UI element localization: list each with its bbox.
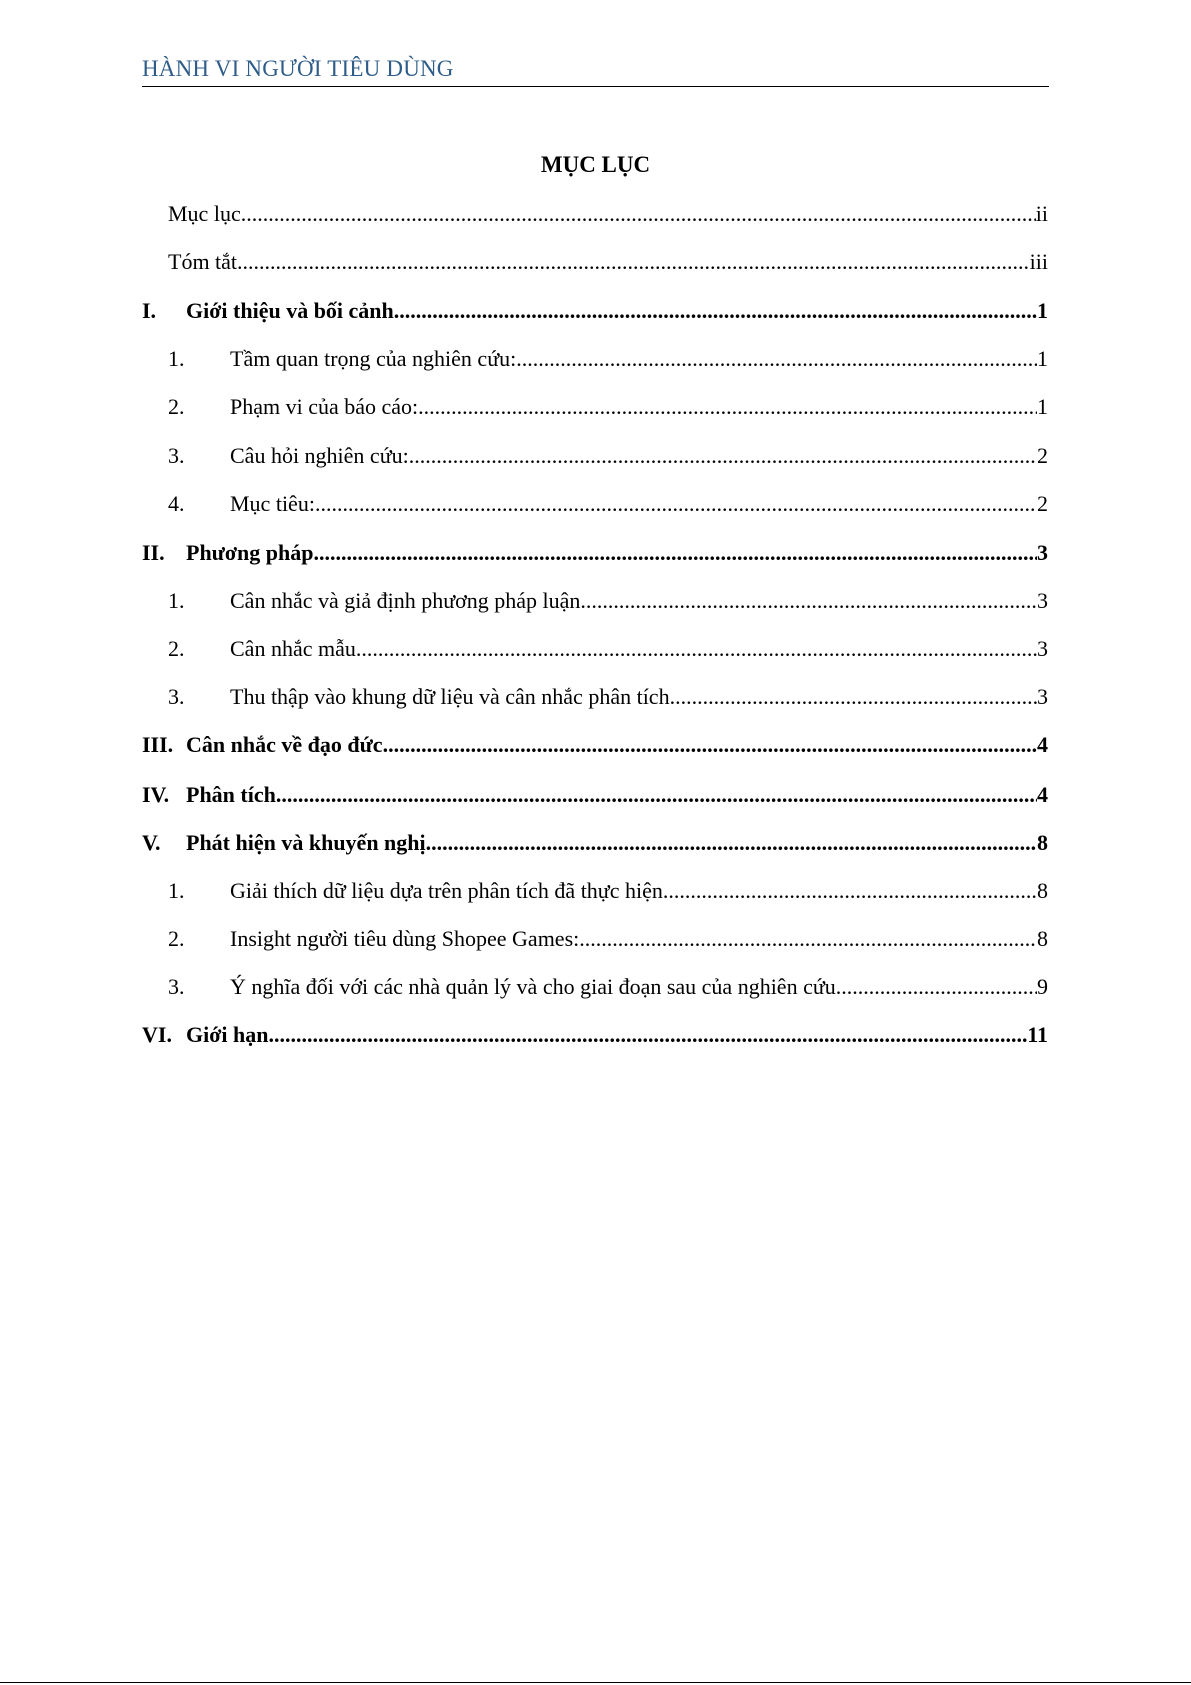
toc-entry-page: 1	[1037, 394, 1048, 419]
toc-entry-section-4[interactable]	[142, 780, 1048, 810]
toc-entry-page: ii	[1035, 201, 1048, 226]
toc-entry-5-2[interactable]	[168, 924, 1048, 954]
toc-entry-number: V.	[142, 830, 161, 855]
dot-leader	[315, 489, 1037, 519]
toc-entry-page: 3	[1037, 588, 1048, 613]
dot-leader	[241, 199, 1036, 229]
dot-leader	[356, 634, 1037, 664]
dot-leader	[426, 828, 1037, 858]
toc-entry-label: Tóm tắt	[168, 249, 238, 274]
toc-entry-label: Ý nghĩa đối với các nhà quản lý và cho giai đoạn sau của nghiên cứu	[230, 974, 836, 999]
toc-entry-number: 1.	[168, 346, 185, 371]
toc-entry-label: Tầm quan trọng của nghiên cứu:	[230, 346, 517, 371]
toc-entry-page: 1	[1037, 298, 1048, 323]
toc-entry-2-2[interactable]	[168, 634, 1048, 664]
toc-entry-section-6[interactable]	[142, 1020, 1048, 1050]
dot-leader	[579, 924, 1037, 954]
toc-entry-section-2[interactable]	[142, 538, 1048, 568]
toc-entry-muc-luc[interactable]	[168, 199, 1048, 229]
toc-entry-label: Mục lục	[168, 201, 241, 226]
toc-entry-label: Phạm vi của báo cáo:	[230, 394, 419, 419]
toc-entry-label: Giải thích dữ liệu dựa trên phân tích đã thực hiện	[230, 878, 663, 903]
toc-entry-label: Câu hỏi nghiên cứu:	[230, 443, 409, 468]
toc-entry-1-3[interactable]	[168, 441, 1048, 471]
toc-entry-number: III.	[142, 732, 174, 757]
toc-entry-5-1[interactable]	[168, 876, 1048, 906]
dot-leader	[409, 441, 1037, 471]
toc-entry-page: 8	[1037, 878, 1048, 903]
toc-entry-page: 2	[1037, 491, 1048, 516]
dot-leader	[269, 1020, 1028, 1050]
dot-leader	[237, 247, 1030, 277]
toc-entry-label: Phát hiện và khuyến nghị	[186, 830, 426, 855]
toc-entry-page: 4	[1037, 782, 1048, 807]
toc-entry-label: Cân nhắc mẫu	[230, 636, 356, 661]
toc-entry-page: 3	[1037, 540, 1048, 565]
toc-entry-page: 9	[1037, 974, 1048, 999]
toc-entry-1-1[interactable]	[168, 344, 1048, 374]
toc-entry-number: 1.	[168, 588, 185, 613]
toc-entry-label: Insight người tiêu dùng Shopee Games:	[230, 926, 580, 951]
dot-leader	[383, 730, 1037, 760]
toc-entry-page: 8	[1037, 830, 1048, 855]
toc-entry-number: 4.	[168, 491, 185, 516]
dot-leader	[670, 682, 1037, 712]
toc-entry-number: 3.	[168, 974, 185, 999]
dot-leader	[276, 780, 1037, 810]
toc-entry-label: Phân tích	[186, 782, 276, 807]
toc-entry-label: Giới thiệu và bối cảnh	[186, 298, 394, 323]
toc-entry-section-5[interactable]	[142, 828, 1048, 858]
toc-entry-label: Mục tiêu:	[230, 491, 315, 516]
toc-entry-label: Giới hạn	[186, 1022, 269, 1047]
toc-entry-page: 3	[1037, 636, 1048, 661]
toc-title: MỤC LỤC	[540, 152, 651, 177]
dot-leader	[580, 586, 1037, 616]
toc-entry-number: VI.	[142, 1022, 172, 1047]
toc-entry-number: IV.	[142, 782, 170, 807]
toc-entry-page: 2	[1037, 443, 1048, 468]
toc-entry-label: Cân nhắc và giả định phương pháp luận	[230, 588, 581, 613]
toc-entry-page: 4	[1037, 732, 1048, 757]
toc-entry-2-3[interactable]	[168, 682, 1048, 712]
toc-entry-number: 2.	[168, 926, 185, 951]
toc-entry-section-1[interactable]	[142, 296, 1048, 326]
toc-entry-page: iii	[1029, 249, 1048, 274]
toc-entry-page: 11	[1027, 1022, 1048, 1047]
toc-entry-label: Phương pháp	[186, 540, 314, 565]
dot-leader	[836, 972, 1037, 1002]
toc-entry-1-4[interactable]	[168, 489, 1048, 519]
toc-entry-page: 3	[1037, 684, 1048, 709]
toc-entry-section-3[interactable]	[142, 730, 1048, 760]
dot-leader	[663, 876, 1037, 906]
toc-entry-number: 1.	[168, 878, 185, 903]
toc-entry-2-1[interactable]	[168, 586, 1048, 616]
toc-entry-tom-tat[interactable]	[168, 247, 1048, 277]
dot-leader	[314, 538, 1038, 568]
toc-entry-number: II.	[142, 540, 165, 565]
toc-entry-number: 3.	[168, 684, 185, 709]
toc-entry-5-3[interactable]	[168, 972, 1048, 1002]
dot-leader	[516, 344, 1037, 374]
toc-entry-number: I.	[142, 298, 157, 323]
toc-entry-1-2[interactable]	[168, 392, 1048, 422]
toc-entry-label: Cân nhắc về đạo đức	[186, 732, 383, 757]
dot-leader	[394, 296, 1037, 326]
toc-entry-label: Thu thập vào khung dữ liệu và cân nhắc phân tích	[230, 684, 670, 709]
toc-entry-page: 8	[1037, 926, 1048, 951]
toc-entry-page: 1	[1037, 346, 1048, 371]
page-bottom-rule	[0, 1682, 1191, 1683]
toc-entry-number: 2.	[168, 394, 185, 419]
toc-entry-number: 2.	[168, 636, 185, 661]
toc-entry-number: 3.	[168, 443, 185, 468]
dot-leader	[418, 392, 1037, 422]
running-header: HÀNH VI NGƯỜI TIÊU DÙNG	[142, 56, 1049, 87]
